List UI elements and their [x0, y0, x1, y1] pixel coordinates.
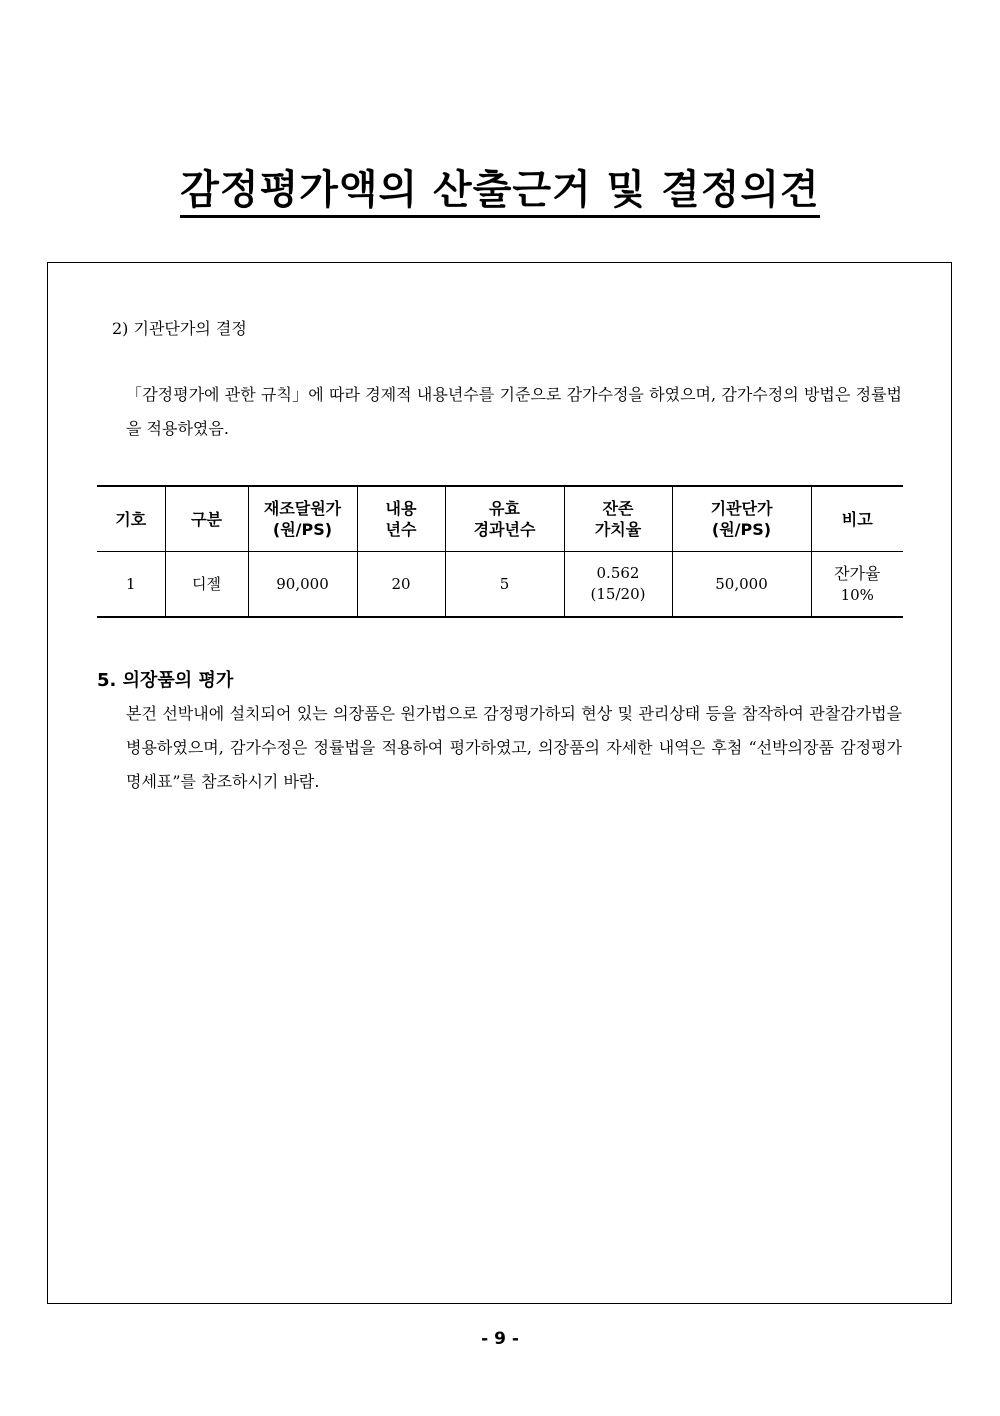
- cell-useful-life: 20: [357, 552, 445, 618]
- table-row: [97, 552, 903, 618]
- header-residual-rate: 잔존 가치율: [564, 486, 672, 552]
- cell-remark: 잔가율 10%: [834, 563, 881, 604]
- cell-replacement-cost: 90,000: [248, 552, 357, 618]
- header-type: 구분: [165, 486, 248, 552]
- header-no: 기호: [97, 486, 165, 552]
- equipment-paragraph: 본건 선박내에 설치되어 있는 의장품은 원가법으로 감정평가하되 현상 및 관리상태 등을 참작하여 관찰감가법을 병용하였으며, 감가수정은 정률법을 적용하여 평가하였고, 의장품의 자세한 내역은 후첨 “선박의장품 감정평가명세표”를 참조하시기 바람.: [126, 704, 902, 791]
- page-title: [0, 158, 1000, 215]
- engine-price-heading: 2) 기관단가의 결정: [112, 319, 247, 338]
- cell-no: 1: [97, 552, 165, 618]
- cell-type: 디젤: [165, 552, 248, 618]
- engine-price-paragraph: 「감정평가에 관한 규칙」에 따라 경제적 내용년수를 기준으로 감가수정을 하였으며, 감가수정의 방법은 정률법을 적용하였음.: [126, 385, 902, 438]
- header-remark: 비고: [811, 486, 903, 552]
- header-elapsed-years: 유효 경과년수: [445, 486, 564, 552]
- header-useful-life: 내용 년수: [357, 486, 445, 552]
- header-replacement-cost: 재조달원가 (원/PS): [248, 486, 357, 552]
- engine-price-table: [97, 485, 903, 618]
- page-number: - 9 -: [481, 1329, 519, 1349]
- cell-unit-price: 50,000: [672, 552, 811, 618]
- equipment-section-heading: 5. 의장품의 평가: [97, 670, 234, 691]
- cell-elapsed-years: 5: [445, 552, 564, 618]
- table-header-row: [97, 486, 903, 552]
- page-title-text: 감정평가액의 산출근거 및 결정의견: [180, 167, 819, 218]
- cell-residual-rate: 0.562 (15/20): [564, 552, 672, 618]
- header-unit-price: 기관단가 (원/PS): [672, 486, 811, 552]
